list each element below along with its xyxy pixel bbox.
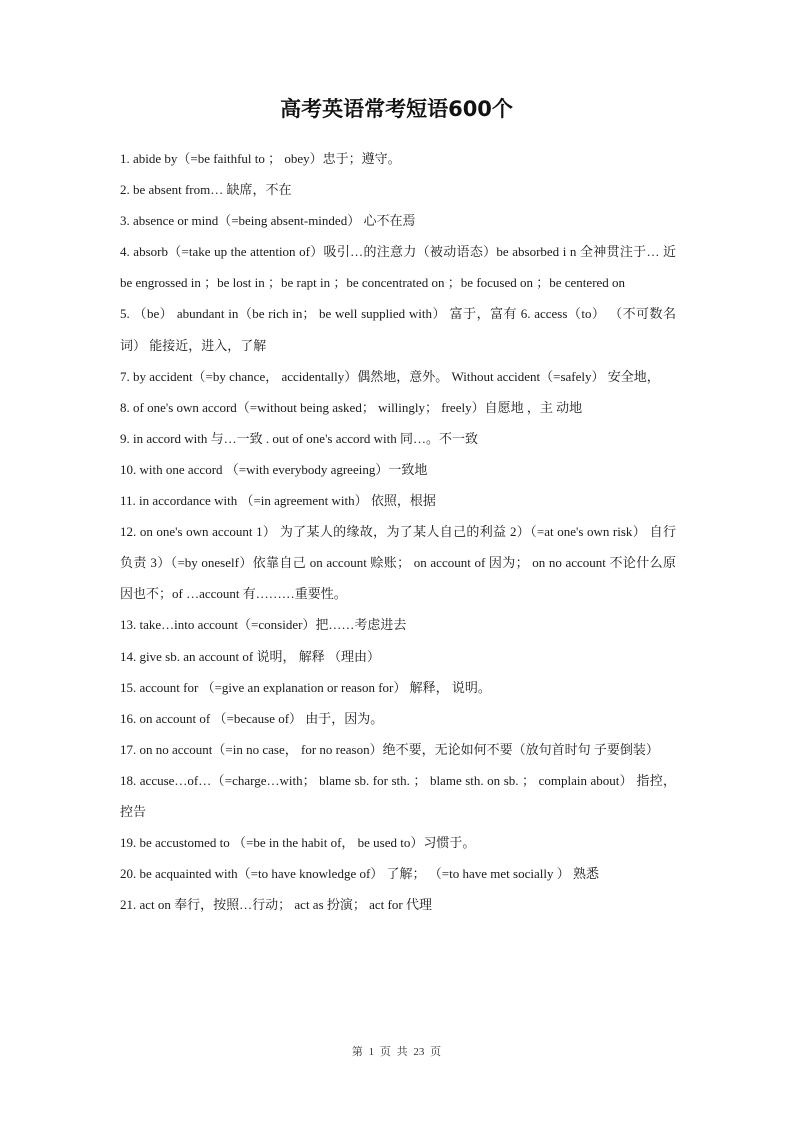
- phrase-list: [120, 143, 676, 920]
- list-item: 13. take…into account（=consider）把……考虑进去: [120, 617, 407, 633]
- list-item: 21. act on 奉行，按照…行动； act as 扮演； act for 代理: [120, 897, 432, 913]
- page-title: 高考英语常考短语600个: [280, 97, 513, 121]
- page-number-footer: 第 1 页 共 23 页: [351, 1046, 442, 1058]
- list-item: 18. accuse…of…（=charge…with； blame sb. for sth. ； blame sth. on sb. ； complain about） 指控，控告: [120, 772, 676, 819]
- list-item: 17. on no account（=in no case， for no reason）绝不要，无论如何不要（放句首时句 子要倒装）: [120, 741, 659, 757]
- list-item: 15. account for （=give an explanation or reason for） 解释， 说明。: [120, 679, 491, 695]
- list-item: 12. on one's own account 1） 为了某人的缘故，为了某人自己的利益 2）（=at one's own risk） 自行负责 3）（=by oneself）依靠自己 on account 赊账； on account of 因为； on no account 不论什么原因也不；of …account 有………重要性。: [120, 524, 676, 602]
- list-item: 19. be accustomed to （=be in the habit of， be used to）习惯于。: [120, 835, 476, 851]
- list-item: 2. be absent from… 缺席，不在: [120, 182, 292, 198]
- list-item: 7. by accident（=by chance， accidentally）偶然地，意外。 Without accident（=safely） 安全地，: [120, 368, 660, 384]
- list-item: 11. in accordance with （=in agreement with） 依照，根据: [120, 493, 436, 509]
- list-item: 16. on account of （=because of） 由于，因为。: [120, 710, 384, 726]
- list-item: 20. be acquainted with（=to have knowledge of） 了解； （=to have met socially ） 熟悉: [120, 866, 599, 882]
- list-item: 1. abide by（=be faithful to ； obey）忠于；遵守。: [120, 151, 401, 166]
- list-item: 3. absence or mind（=being absent-minded） 心不在焉: [120, 213, 416, 229]
- list-item: 10. with one accord （=with everybody agreeing）一致地: [120, 461, 428, 477]
- list-item: 4. absorb（=take up the attention of）吸引…的注意力（被动语态）be absorbed i n 全神贯注于… 近 be engrossed in ；be lost in ；be rapt in ；be concentrated on ；be focused on ；be centered on: [120, 244, 676, 291]
- list-item: 8. of one's own accord（=without being asked； willingly； freely）自愿地 ，主 动地: [120, 399, 583, 415]
- list-item: 14. give sb. an account of 说明， 解释 （理由）: [120, 648, 380, 664]
- list-item: 9. in accord with 与…一致 . out of one's accord with 同…。不一致: [120, 430, 478, 446]
- list-item: 5. （be） abundant in（be rich in； be well supplied with） 富于，富有 6. access（to） （不可数名词） 能接近，进入，了解: [120, 306, 676, 353]
